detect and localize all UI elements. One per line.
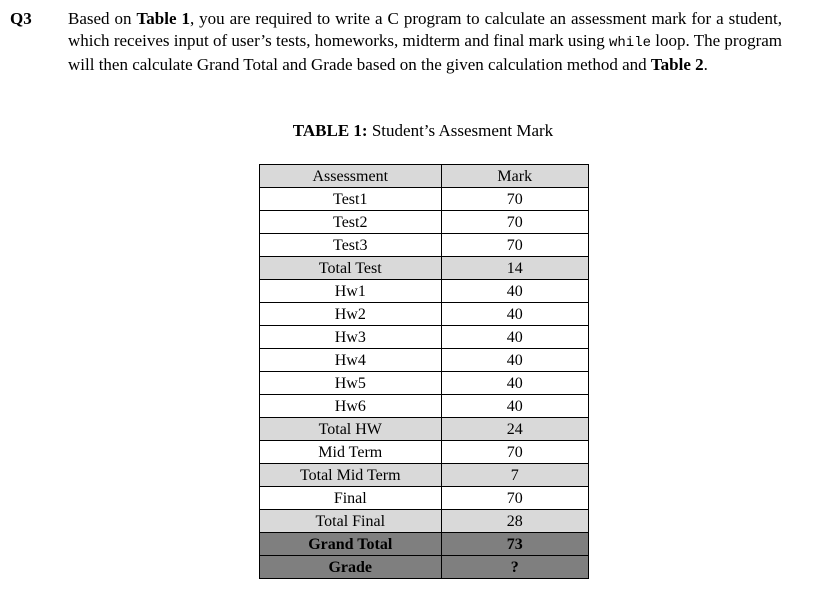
question-text-part-1: Based on	[68, 9, 137, 28]
assessment-cell: Hw5	[260, 372, 442, 395]
assessment-cell: Total Final	[260, 510, 442, 533]
table-row-total	[260, 418, 589, 441]
question-number: Q3	[10, 9, 32, 28]
while-keyword: while	[608, 35, 651, 51]
mark-cell: 70	[441, 441, 588, 464]
table-row	[260, 303, 589, 326]
mark-cell: 70	[441, 211, 588, 234]
assessment-cell: Hw3	[260, 326, 442, 349]
assessment-cell: Hw6	[260, 395, 442, 418]
table-caption-title: Student’s Assesment Mark	[367, 121, 554, 140]
question-text-part-3: loop. The program will then calculate Grand Total and Grade based on the given calculation method and	[68, 31, 782, 74]
mark-cell: 70	[441, 234, 588, 257]
table-row-grand-total	[260, 533, 589, 556]
table-row	[260, 349, 589, 372]
table-1-reference: Table 1	[136, 9, 190, 28]
table-row	[260, 280, 589, 303]
assessment-cell: Total Mid Term	[260, 464, 442, 487]
header-mark: Mark	[441, 165, 588, 188]
assessment-cell: Final	[260, 487, 442, 510]
table-row	[260, 188, 589, 211]
table-row	[260, 441, 589, 464]
mark-cell: 40	[441, 326, 588, 349]
assessment-cell: Hw4	[260, 349, 442, 372]
assessment-cell: Test1	[260, 188, 442, 211]
assessment-cell: Hw1	[260, 280, 442, 303]
assessment-cell: Mid Term	[260, 441, 442, 464]
table-row-total	[260, 257, 589, 280]
mark-cell: 40	[441, 372, 588, 395]
assessment-cell: Hw2	[260, 303, 442, 326]
mark-cell: 40	[441, 280, 588, 303]
assessment-cell: Test3	[260, 234, 442, 257]
mark-cell: 28	[441, 510, 588, 533]
assessment-cell: Total HW	[260, 418, 442, 441]
assessment-cell: Total Test	[260, 257, 442, 280]
mark-cell: 40	[441, 349, 588, 372]
table-row	[260, 234, 589, 257]
table-row	[260, 326, 589, 349]
mark-cell: 40	[441, 303, 588, 326]
assessment-mark-table	[259, 164, 589, 579]
table-header-row	[260, 165, 589, 188]
table-row-grade	[260, 556, 589, 579]
mark-cell: ?	[441, 556, 588, 579]
assessment-cell: Grade	[260, 556, 442, 579]
mark-cell: 14	[441, 257, 588, 280]
question-text	[68, 8, 782, 76]
assessment-cell: Grand Total	[260, 533, 442, 556]
mark-cell: 70	[441, 188, 588, 211]
mark-cell: 70	[441, 487, 588, 510]
header-assessment: Assessment	[260, 165, 442, 188]
question-text-part-4: .	[703, 55, 708, 74]
table-row-total	[260, 464, 589, 487]
table-caption	[0, 120, 820, 142]
table-row	[260, 395, 589, 418]
mark-cell: 73	[441, 533, 588, 556]
assessment-cell: Test2	[260, 211, 442, 234]
question-text-part-2: , you are required to write a C program to calculate an assessment mark for a student, which receives input of user’s tests, homeworks, midterm and final mark using	[68, 9, 782, 50]
table-row	[260, 487, 589, 510]
table-row	[260, 372, 589, 395]
mark-cell: 40	[441, 395, 588, 418]
table-row-total	[260, 510, 589, 533]
mark-cell: 7	[441, 464, 588, 487]
mark-cell: 24	[441, 418, 588, 441]
table-caption-label: TABLE 1:	[292, 121, 368, 140]
table-row	[260, 211, 589, 234]
table-2-reference: Table 2	[650, 55, 704, 74]
